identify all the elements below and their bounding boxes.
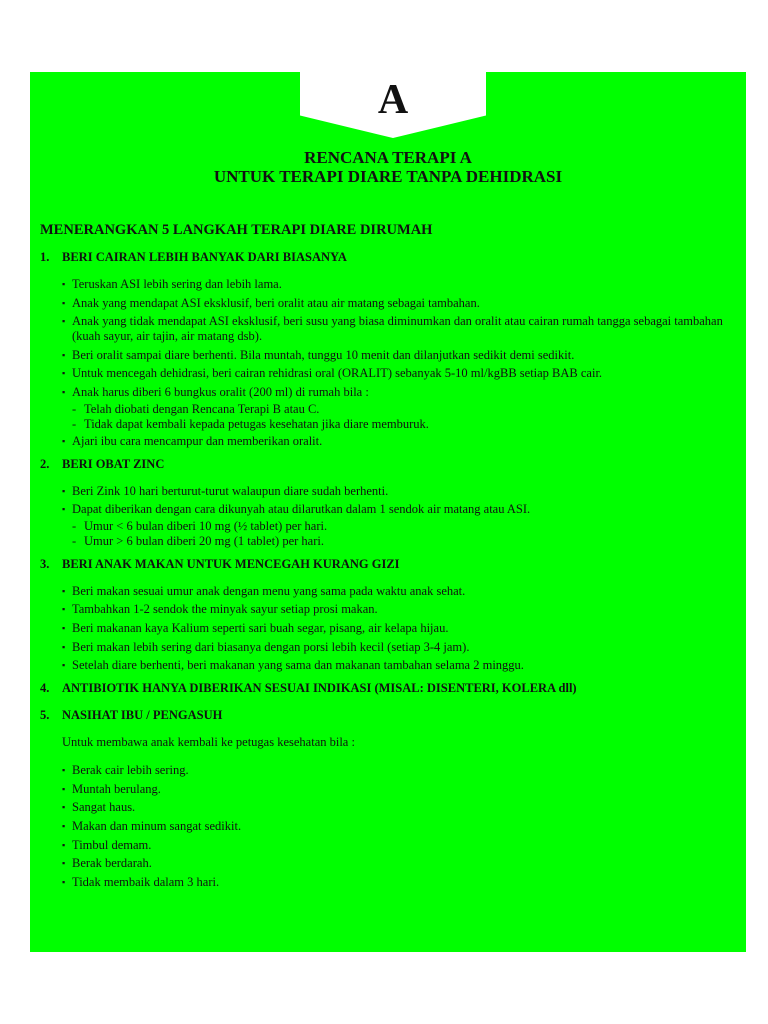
section-3-heading [40,557,740,572]
list-item: ▪ Berak berdarah. [62,856,740,871]
content [40,222,740,898]
list-item: ▪ Untuk mencegah dehidrasi, beri cairan rehidrasi oral (ORALIT) sebanyak 5-10 ml/kgBB setiap BAB cair. [62,366,740,381]
section-5-intro: Untuk membawa anak kembali ke petugas kesehatan bila : [62,735,355,750]
section-number: 1. [40,250,50,264]
section-title: NASIHAT IBU / PENGASUH [62,708,223,723]
sub-list [62,402,740,432]
section-1-list [40,277,740,449]
page-title [30,148,746,186]
sub-item: - Telah diobati dengan Rencana Terapi B atau C. [62,402,740,417]
list-item-text: Anak harus diberi 6 bungkus oralit (200 ml) di rumah bila : [72,384,369,399]
section-3-list [40,584,740,673]
section-title: BERI CAIRAN LEBIH BANYAK DARI BIASANYA [62,250,347,264]
list-item: ▪ Makan dan minum sangat sedikit. [62,819,740,834]
list-item: ▪ Beri makan lebih sering dari biasanya dengan porsi lebih kecil (setiap 3-4 jam). [62,640,740,655]
sub-list [62,519,740,549]
section-number: 4. [40,681,50,696]
section-number: 3. [40,556,50,571]
main-heading: MENERANGKAN 5 LANGKAH TERAPI DIARE DIRUMAH [40,222,433,238]
sub-item: - Tidak dapat kembali kepada petugas kesehatan jika diare memburuk. [62,417,740,432]
section-2-list [40,484,740,549]
list-item: ▪ Tambahkan 1-2 sendok the minyak sayur setiap prosi makan. [62,602,740,617]
list-item: ▪ Teruskan ASI lebih sering dan lebih lama. [62,277,740,292]
section-4-heading [40,681,740,696]
section-title: ANTIBIOTIK HANYA DIBERIKAN SESUAI INDIKASI (MISAL: DISENTERI, KOLERA dll) [62,681,577,696]
list-item: ▪ Setelah diare berhenti, beri makanan yang sama dan makanan tambahan selama 2 minggu. [62,658,740,673]
list-item: ▪ Dapat diberikan dengan cara dikunyah atau dilarutkan dalam 1 sendok air matang atau ASI. [62,502,740,517]
title-line-2: UNTUK TERAPI DIARE TANPA DEHIDRASI [213,167,563,186]
list-item: ▪ Beri oralit sampai diare berhenti. Bila muntah, tunggu 10 menit dan dilanjutkan sedikit demi sedikit. [62,348,740,363]
list-item: ▪ Muntah berulang. [62,782,740,797]
section-1-heading [40,250,740,265]
sub-item: - Umur > 6 bulan diberi 20 mg (1 tablet) per hari. [62,534,740,549]
list-item: ▪ Beri makan sesuai umur anak dengan menu yang sama pada waktu anak sehat. [62,584,740,599]
sub-item: - Umur < 6 bulan diberi 10 mg (½ tablet) per hari. [62,519,740,534]
list-item: ▪ Sangat haus. [62,800,740,815]
section-title: BERI OBAT ZINC [62,456,165,471]
plan-letter: A [377,77,409,123]
list-item: ▪ Ajari ibu cara mencampur dan memberikan oralit. [62,434,740,449]
list-item: ▪ Anak yang mendapat ASI eksklusif, beri oralit atau air matang sebagai tambahan. [62,296,740,311]
section-title: BERI ANAK MAKAN UNTUK MENCEGAH KURANG GIZI [62,556,400,571]
section-5-heading [40,708,740,723]
section-2-heading [40,457,740,472]
list-item: ▪ Berak cair lebih sering. [62,763,740,778]
list-item: ▪ Beri makanan kaya Kalium seperti sari buah segar, pisang, air kelapa hijau. [62,621,740,636]
title-line-1: RENCANA TERAPI A [304,148,472,167]
section-5-list [40,763,740,890]
list-item: ▪ Beri Zink 10 hari berturut-turut walaupun diare sudah berhenti. [62,484,740,499]
list-item [62,385,740,400]
list-item: ▪ Tidak membaik dalam 3 hari. [62,875,740,890]
section-number: 5. [40,708,50,723]
list-item: ▪ Anak yang tidak mendapat ASI eksklusif, beri susu yang biasa diminumkan dan oralit atau cairan rumah tangga sebagai tambahan (kuah sayur, air tajin, air matang dsb). [62,314,740,344]
section-number: 2. [40,456,50,471]
list-item: ▪ Timbul demam. [62,838,740,853]
